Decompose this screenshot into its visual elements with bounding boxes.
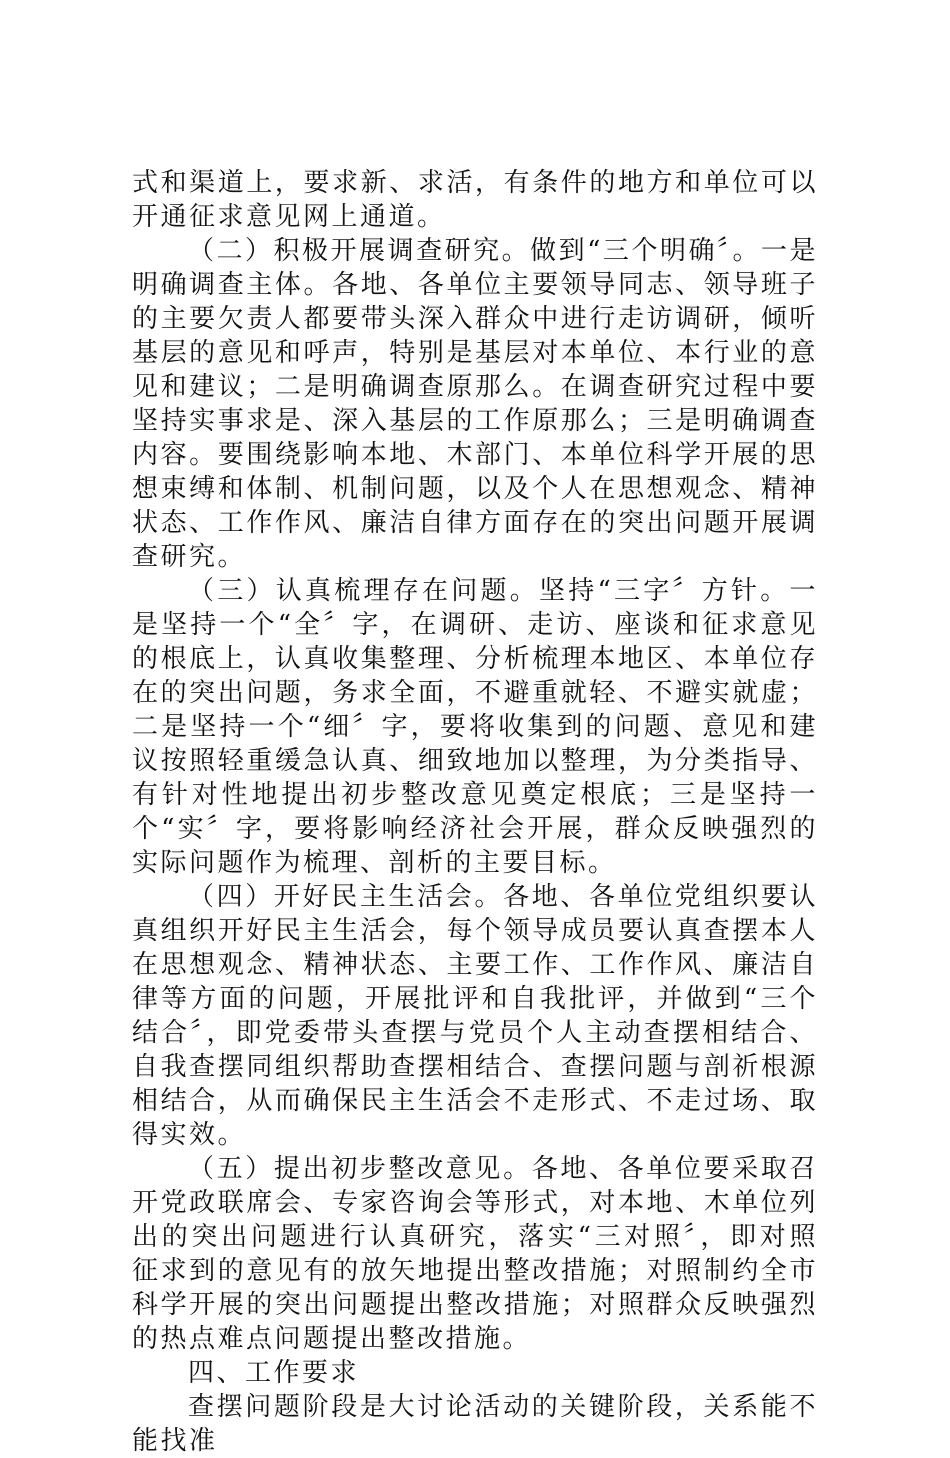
paragraph-rectification: （五）提出初步整改意见。各地、各单位要采取召开党政联席会、专家咨询会等形式，对本地、木单位列出的突出问题进行认真研究，落实“三对照〞，即对照征求到的意见有的放矢地提出整改措施；对照制约全市科学开展的突出问题提出整改措施；对照群众反映强烈的热点难点问题提出整改措施。 xyxy=(132,1154,818,1354)
paragraph-research: （二）积极开展调查研究。做到“三个明确〞。一是明确调查主体。各地、各单位主要领导同志、领导班子的主要欠责人都要带头深入群众中进行走访调研，倾听基层的意见和呼声，特别是基层对本单位、本行业的意见和建议；二是明确调查原那么。在调查研究过程中要坚持实事求是、深入基层的工作原那么；三是明确调查内容。要围绕影响本地、木部门、本单位科学开展的思想束缚和体制、机制问题，以及个人在思想观念、精神状态、工作作风、廉洁自律方面存在的突出问题开展调查研究。 xyxy=(132,236,818,572)
document-body xyxy=(132,166,818,1458)
paragraph-sort-issues: （三）认真梳理存在问题。坚持“三字〞方针。一是坚持一个“全〞字，在调研、走访、座谈和征求意见的根底上，认真收集整理、分析梳理本地区、本单位存在的突出问题，务求全面，不避重就轻、不避实就虚；二是坚持一个“细〞字，要将收集到的问题、意见和建议按照轻重缓急认真、细致地加以整理，为分类指导、有针对性地提出初步整改意见奠定根底；三是坚持一个“实〞字，要将影响经济社会开展，群众反映强烈的实际问题作为梳理、剖析的主要目标。 xyxy=(132,576,818,878)
section-heading: 四、工作要求 xyxy=(188,1358,360,1388)
paragraph-continuation: 式和渠道上，要求新、求活，有条件的地方和单位可以开通征求意见网上通道。 xyxy=(132,168,818,232)
paragraph-final: 查摆问题阶段是大讨论活动的关键阶段，关系能不能找准 xyxy=(132,1392,818,1456)
paragraph-democratic-meeting: （四）开好民主生活会。各地、各单位党组织要认真组织开好民主生活会，每个领导成员要认真查摆本人在思想观念、精神状态、主要工作、工作作风、廉洁自律等方面的问题，开展批评和自我批评，并做到“三个结合〞，即党委带头查摆与党员个人主动查摆相结合、自我查摆同组织帮助查摆相结合、查摆问题与剖祈根源相结合，从而确保民主生活会不走形式、不走过场、取得实效。 xyxy=(132,882,818,1150)
